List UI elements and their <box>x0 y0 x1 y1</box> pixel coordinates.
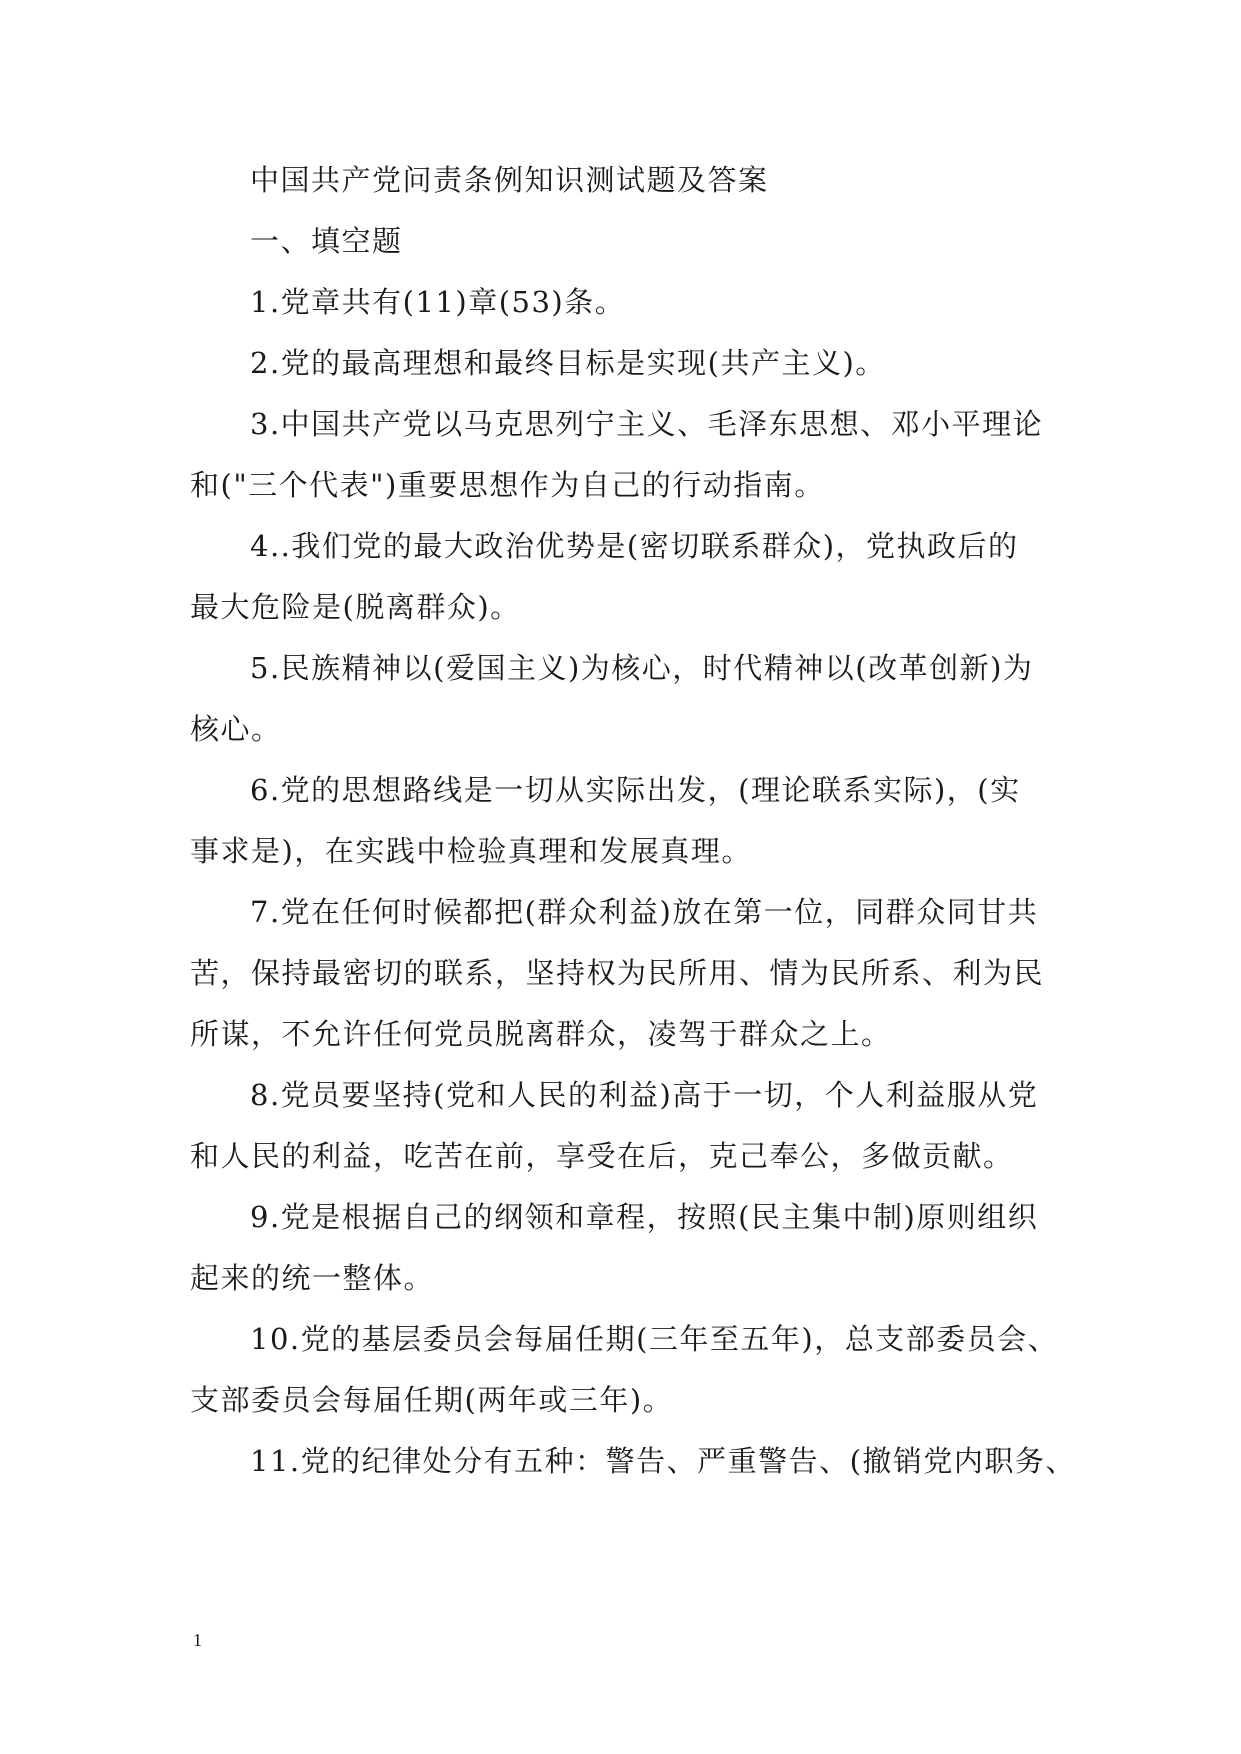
question-1: 1.党章共有(11)章(53)条。 <box>250 285 626 319</box>
section-heading: 一、填空题 <box>250 224 403 258</box>
question-7-line-1: 7.党在任何时候都把(群众利益)放在第一位，同群众同甘共 <box>250 895 1039 929</box>
document-body <box>190 150 1076 1492</box>
question-9-line-2: 起来的统一整体。 <box>190 1261 435 1295</box>
question-11-line-1: 11.党的纪律处分有五种：警告、严重警告、(撤销党内职务、 <box>250 1444 1076 1478</box>
question-4-line-1: 4..我们党的最大政治优势是(密切联系群众)，党执政后的 <box>250 529 1019 563</box>
question-7-line-2: 苦，保持最密切的联系，坚持权为民所用、情为民所系、利为民 <box>190 956 1045 990</box>
question-9-line-1: 9.党是根据自己的纲领和章程，按照(民主集中制)原则组织 <box>250 1200 1039 1234</box>
question-5-line-2: 核心。 <box>190 712 282 746</box>
question-6-line-1: 6.党的思想路线是一切从实际出发，(理论联系实际)，(实 <box>250 773 1021 807</box>
question-7-line-3: 所谋，不允许任何党员脱离群众，凌驾于群众之上。 <box>190 1017 892 1051</box>
question-3-line-1: 3.中国共产党以马克思列宁主义、毛泽东思想、邓小平理论 <box>250 407 1044 441</box>
question-8-line-1: 8.党员要坚持(党和人民的利益)高于一切，个人利益服从党 <box>250 1078 1039 1112</box>
question-10-line-2: 支部委员会每届任期(两年或三年)。 <box>190 1383 674 1417</box>
question-2: 2.党的最高理想和最终目标是实现(共产主义)。 <box>250 346 886 380</box>
question-10-line-1: 10.党的基层委员会每届任期(三年至五年)，总支部委员会、 <box>250 1322 1059 1356</box>
question-3-line-2: 和("三个代表")重要思想作为自己的行动指南。 <box>190 468 825 502</box>
page-number: 1 <box>193 1630 202 1650</box>
question-4-line-2: 最大危险是(脱离群众)。 <box>190 590 521 624</box>
question-5-line-1: 5.民族精神以(爱国主义)为核心，时代精神以(改革创新)为 <box>250 651 1034 685</box>
document-title: 中国共产党问责条例知识测试题及答案 <box>250 163 769 197</box>
question-8-line-2: 和人民的利益，吃苦在前，享受在后，克己奉公，多做贡献。 <box>190 1139 1014 1173</box>
question-6-line-2: 事求是)，在实践中检验真理和发展真理。 <box>190 834 752 868</box>
